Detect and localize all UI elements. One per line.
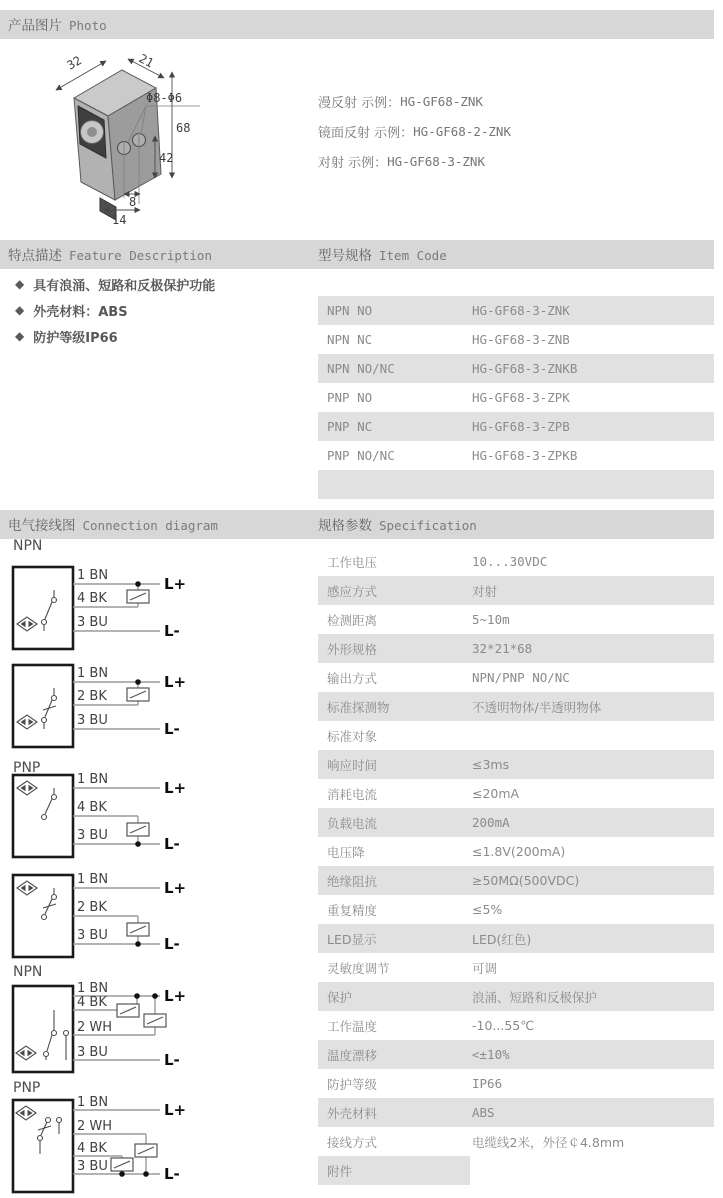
spec-value: IP66 [472,1076,503,1091]
spec-row [318,750,714,779]
wire-label: 2 WH [77,1020,113,1035]
spec-value: ≤3ms [470,750,714,779]
photo-example-label: 对射 示例： [318,155,388,171]
photo-example-line [318,116,511,146]
spec-label: 外壳材料 [318,1098,470,1127]
diamond-bullet-icon: ◆ [15,277,25,291]
sensor-lens-core [87,127,97,137]
wire-label: 1 BN [77,568,109,583]
wire-label: 3 BU [77,1045,108,1060]
section-header-photo [0,10,714,39]
diamond-bullet-icon: ◆ [15,329,25,343]
dim-depth-label: 21 [136,51,156,71]
spec-value: 浪涌、短路和反极保护 [470,982,714,1011]
spec-value [470,1156,714,1185]
photo-example-line [318,86,511,116]
item-code-row [318,470,714,499]
spec-value: ≤5% [472,902,503,917]
spec-row [318,1040,714,1069]
lminus-label: L- [164,1051,180,1069]
spec-label: 响应时间 [318,750,470,779]
spec-row [318,1127,714,1156]
spec-row [318,692,714,721]
spec-value: 200mA [470,808,714,837]
wiring-diagram-pnp-no-nc [10,1094,290,1198]
item-code-value: HG-GF68-3-ZPK [472,390,570,405]
photo-example-label: 镜面反射 示例： [318,125,414,141]
lplus-label: L+ [164,779,187,797]
diagram-6-title: PNP [13,1080,41,1096]
feature-text: 防护等级IP66 [33,330,118,346]
lminus-label: L- [164,720,180,738]
spec-row [318,779,714,808]
section-header-features-itemcode [0,240,714,269]
spec-value [470,721,714,750]
feature-text: 具有浪涌、短路和反极保护功能 [33,278,216,294]
spec-label: 温度漂移 [318,1040,470,1069]
photo-example-code: HG-GF68-3-ZNK [387,153,485,169]
lplus-label: L+ [164,879,187,897]
spec-row [318,547,714,576]
item-code-row [318,354,714,383]
spec-label: 工作电压 [327,554,378,570]
spec-label: 保护 [318,982,470,1011]
spec-value: NPN/PNP NO/NC [472,670,570,685]
lplus-label: L+ [164,1101,187,1119]
itemcode-title-en: Item Code [379,248,447,263]
features-section-title [8,240,212,269]
item-code-row [318,441,714,470]
spec-label: 接线方式 [327,1134,378,1150]
connection-section-title [8,510,218,539]
connection-title-en: Connection diagram [82,518,218,533]
spec-label: 重复精度 [327,902,378,918]
item-code-table [318,296,714,499]
spec-row [318,1011,714,1040]
wire-label: 1 BN [77,772,109,787]
spec-title-zh: 规格参数 [318,518,372,534]
spec-value: 不透明物体/半透明物体 [470,692,714,721]
item-output-type: PNP NO/NC [327,448,395,463]
spec-label: 检测距离 [327,612,378,628]
wire-label: 4 BK [77,995,107,1010]
item-code-value: HG-GF68-3-ZNB [472,332,570,347]
spec-value: ≤20mA [472,786,520,801]
item-code-value: HG-GF68-3-ZPKB [472,448,578,463]
wire-label: 4 BK [77,591,107,606]
photo-section-title [8,10,107,39]
feature-text: 外壳材料：ABS [33,304,128,320]
item-code-row [318,412,714,441]
item-output-type: PNP NO [327,390,373,405]
spec-label: 标准对象 [327,728,378,744]
spec-label: 防护等级 [327,1076,378,1092]
itemcode-title-zh: 型号规格 [318,248,372,264]
item-code-row [318,383,714,412]
spec-value: 对射 [470,576,714,605]
lplus-label: L+ [164,575,187,593]
item-output-type: NPN NC [327,332,373,347]
wire-label: 3 BU [77,928,108,943]
specification-table [318,547,714,1185]
spec-row [318,721,714,750]
wiring-diagram-pnp-no [10,768,290,863]
spec-value: ABS [470,1098,714,1127]
section-header-connection-spec [0,510,714,539]
spec-row [318,1156,714,1185]
lminus-label: L- [164,835,180,853]
spec-section-title [318,510,477,539]
item-output-type [318,470,470,499]
dim-width-label: 32 [64,53,85,73]
spec-value: <±10% [470,1040,714,1069]
lminus-label: L- [164,935,180,953]
wire-label: 2 WH [77,1119,113,1134]
lplus-label: L+ [164,987,187,1005]
dim-holes-label: Φ8-Φ6 [146,91,183,105]
spec-row [318,576,714,605]
spec-label: 标准探测物 [318,692,470,721]
wiring-diagram-npn-no-nc [10,980,290,1086]
item-code-value: HG-GF68-3-ZPB [472,419,570,434]
spec-value: 32*21*68 [470,634,714,663]
spec-label: 绝缘阻抗 [318,866,470,895]
spec-label: LED显示 [318,924,470,953]
itemcode-section-title [318,240,447,269]
spec-label: 附件 [318,1156,470,1185]
wire-label: 2 BK [77,689,107,704]
spec-row [318,895,714,924]
wire-label: 4 BK [77,1141,107,1156]
wire-label: 4 BK [77,800,107,815]
spec-row [318,924,714,953]
spec-label: 感应方式 [318,576,470,605]
dim-bottom-width-label: 14 [112,213,127,227]
diagram-1-title: NPN [13,538,43,554]
lplus-label: L+ [164,673,187,691]
connection-title-zh: 电气接线图 [8,518,76,534]
spec-value: LED(红色) [470,924,714,953]
item-code-row [318,325,714,354]
item-output-type: NPN NO/NC [327,361,395,376]
diamond-bullet-icon: ◆ [15,303,25,317]
item-code-value: HG-GF68-3-ZNK [472,303,570,318]
spec-value: -10...55℃ [472,1018,535,1033]
wire-label: 1 BN [77,666,109,681]
spec-row [318,663,714,692]
spec-row [318,1098,714,1127]
spec-value: 电缆线2米，外径￠4.8mm [472,1134,625,1150]
diagram-3-title: PNP [13,760,41,776]
spec-value: 10...30VDC [472,554,548,569]
feature-list [10,271,215,349]
spec-value: ≥50MΩ(500VDC) [470,866,714,895]
item-output-type: NPN NO [327,303,373,318]
item-code-value: HG-GF68-3-ZNKB [472,361,578,376]
wiring-diagram-pnp-nc [10,868,290,963]
item-output-type: PNP NC [327,419,373,434]
wiring-diagram-npn-nc [10,655,290,755]
wire-label: 1 BN [77,981,109,996]
feature-item [10,297,215,323]
dim-hole-offset-label: 8 [129,195,137,209]
lminus-label: L- [164,1165,180,1183]
features-title-zh: 特点描述 [8,248,62,264]
dim-hole-span-label: 42 [159,151,174,165]
photo-example-line [318,146,511,176]
photo-example-code: HG-GF68-2-ZNK [413,123,511,139]
lminus-label: L- [164,622,180,640]
spec-row [318,634,714,663]
spec-label: 工作温度 [327,1018,378,1034]
wire-label: 3 BU [77,1159,108,1174]
spec-row [318,1069,714,1098]
wire-label: 2 BK [77,900,107,915]
spec-label: 消耗电流 [327,786,378,802]
wire-label: 3 BU [77,828,108,843]
spec-value: 5~10m [472,612,510,627]
photo-example-code: HG-GF68-ZNK [400,93,483,109]
spec-title-en: Specification [379,518,477,533]
spec-row [318,605,714,634]
spec-row [318,837,714,866]
photo-example-label: 漫反射 示例： [318,95,401,111]
spec-label: 负载电流 [318,808,470,837]
wiring-diagram-npn-no [10,557,290,657]
spec-value: 可调 [472,960,498,976]
spec-row [318,808,714,837]
photo-title-zh: 产品图片 [8,18,62,34]
item-code-value [470,470,714,499]
spec-row [318,866,714,895]
product-drawing [42,48,322,238]
feature-item [10,323,215,349]
photo-title-en: Photo [69,18,107,33]
feature-item [10,271,215,297]
spec-row [318,953,714,982]
wire-label: 1 BN [77,872,109,887]
dim-height-label: 68 [176,121,191,135]
diagram-5-title: NPN [13,964,43,980]
spec-label: 灵敏度调节 [327,960,390,976]
spec-label: 外形规格 [318,634,470,663]
photo-example-list [318,86,511,176]
spec-label: 输出方式 [327,670,378,686]
spec-value: ≤1.8V(200mA) [472,844,566,859]
spec-label: 电压降 [327,844,365,860]
spec-row [318,982,714,1011]
wire-label: 1 BN [77,1095,109,1110]
wire-label: 3 BU [77,713,108,728]
features-title-en: Feature Description [69,248,212,263]
item-code-row [318,296,714,325]
wire-label: 3 BU [77,615,108,630]
